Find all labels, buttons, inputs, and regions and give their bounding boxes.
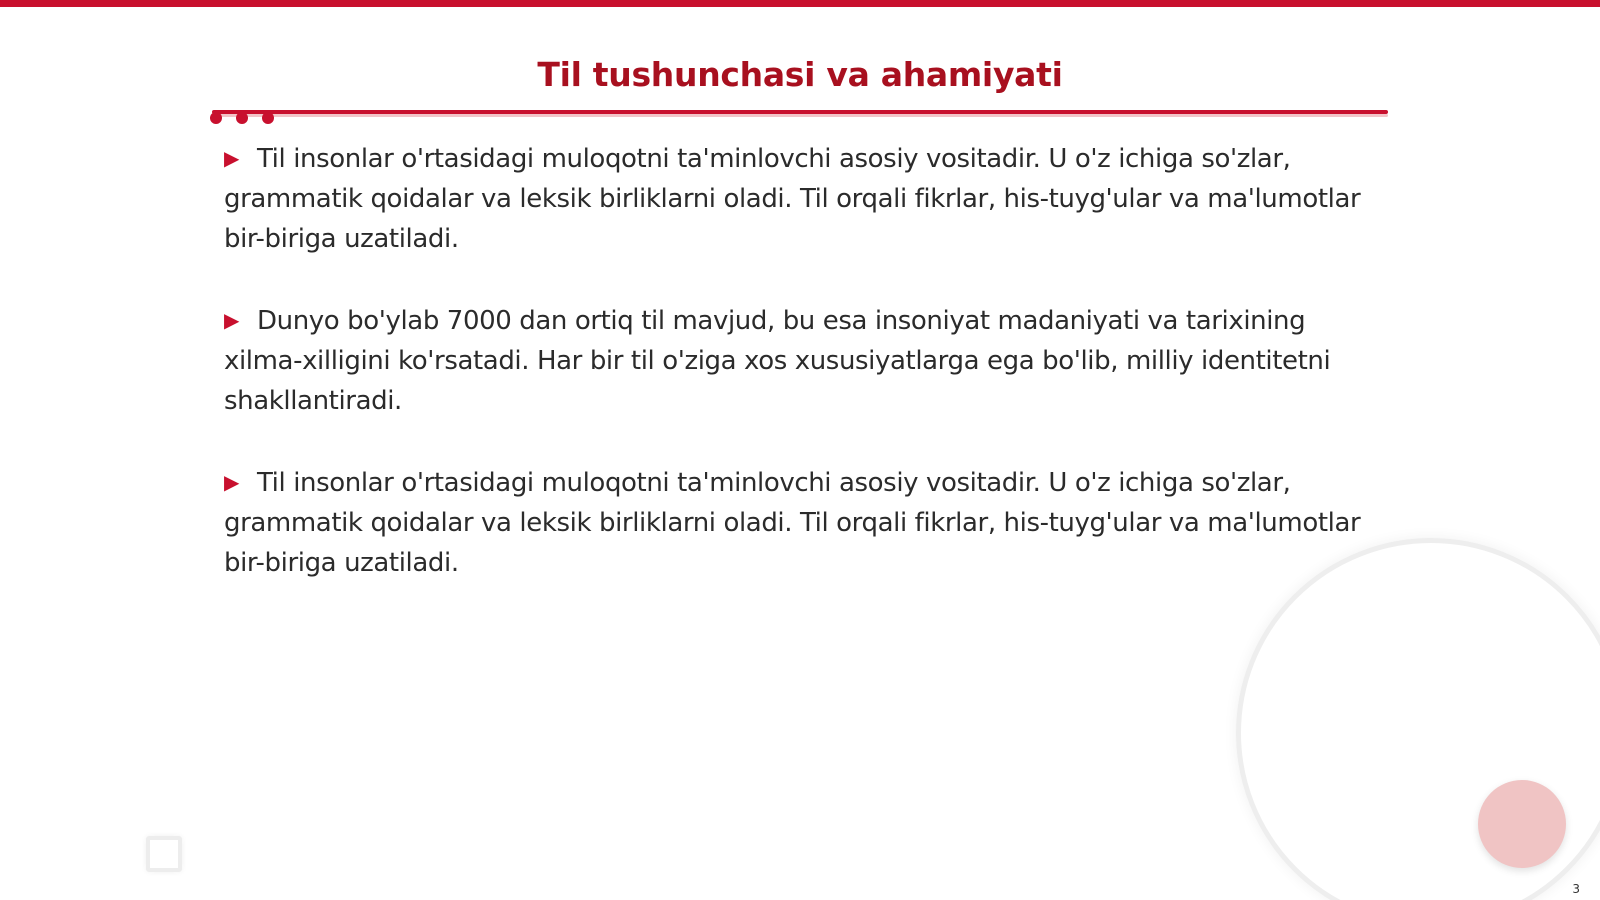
bullet-text: Til insonlar o'rtasidagi muloqotni ta'minlovchi asosiy vositadir. U o'z ichiga so'zlar, grammatik qoidalar va leksik birliklarni oladi. Til orqali fikrlar, his-tuyg'ular va ma'lumotlar bir-biriga uzatiladi.: [224, 468, 1361, 578]
decorative-square: [146, 836, 182, 872]
triangle-bullet-icon: ▶: [224, 308, 239, 332]
slide-title: Til tushunchasi va ahamiyati: [537, 55, 1063, 94]
bullet-list: [224, 138, 1374, 624]
triangle-bullet-icon: ▶: [224, 146, 239, 170]
title-underline-shadow: [212, 114, 1388, 117]
page-number: 3: [1572, 882, 1580, 896]
decorative-dot: [210, 112, 222, 124]
bullet-text: Til insonlar o'rtasidagi muloqotni ta'minlovchi asosiy vositadir. U o'z ichiga so'zlar, grammatik qoidalar va leksik birliklarni oladi. Til orqali fikrlar, his-tuyg'ular va ma'lumotlar bir-biriga uzatiladi.: [224, 144, 1361, 254]
bullet-item: [224, 300, 1374, 421]
bullet-text: Dunyo bo'ylab 7000 dan ortiq til mavjud, bu esa insoniyat madaniyati va tarixining xilma-xilligini ko'rsatadi. Har bir til o'ziga xos xususiyatlarga ega bo'lib, milliy identitetni shakllantiradi.: [224, 306, 1331, 416]
bullet-item: [224, 462, 1374, 583]
decorative-dot: [236, 112, 248, 124]
top-accent-bar: [0, 0, 1600, 7]
decorative-dot: [262, 112, 274, 124]
triangle-bullet-icon: ▶: [224, 470, 239, 494]
decorative-pink-circle: [1478, 780, 1566, 868]
bullet-item: [224, 138, 1374, 259]
